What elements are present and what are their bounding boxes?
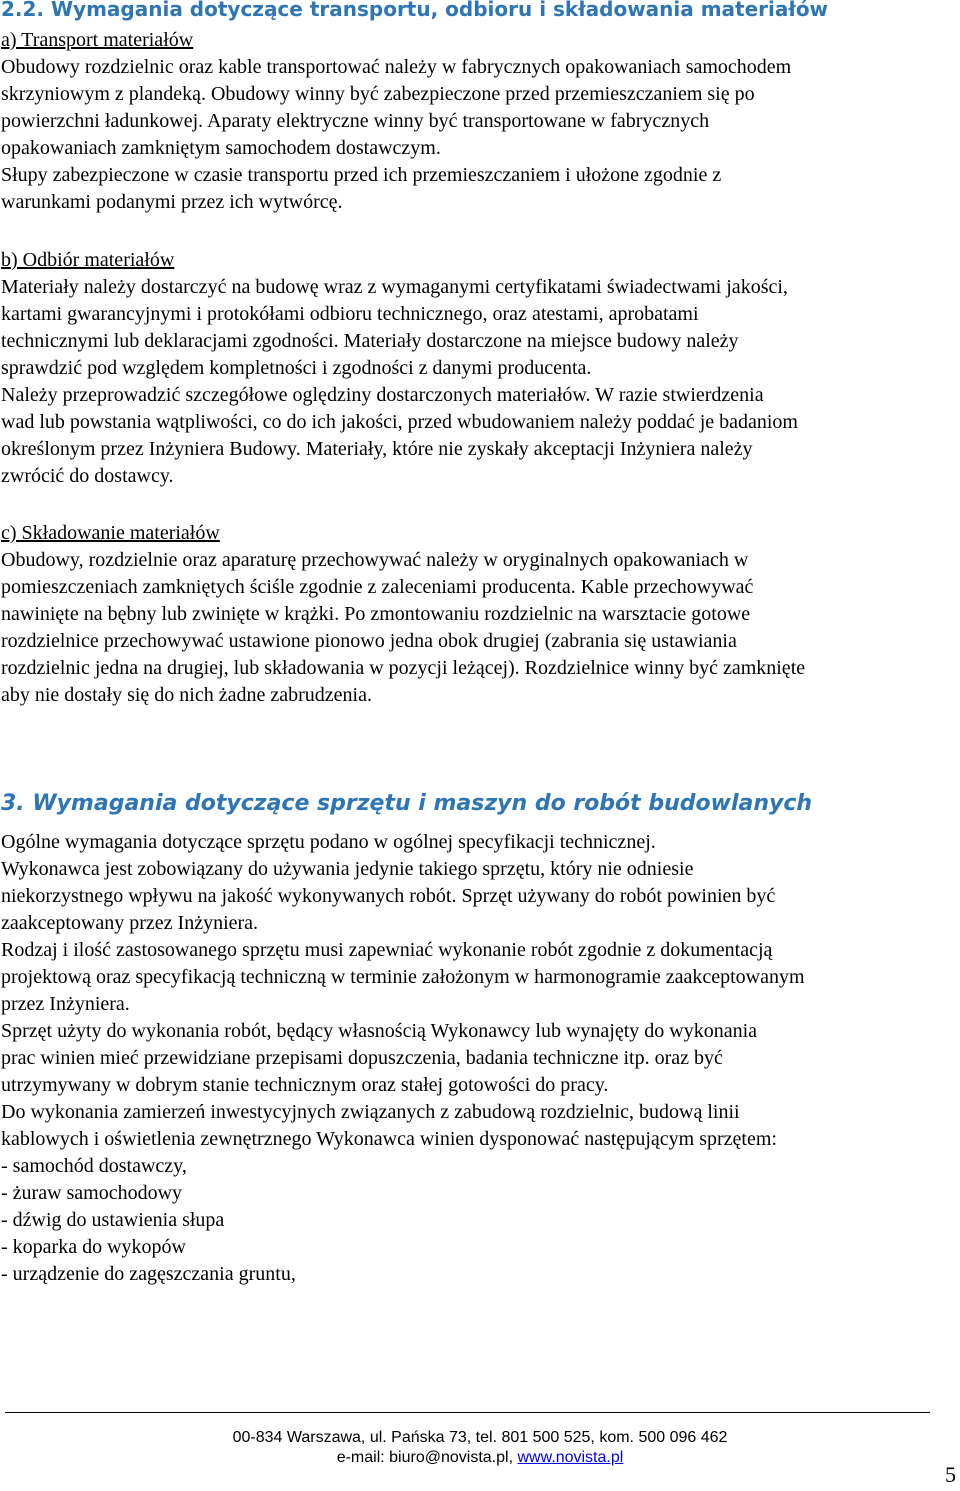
paragraph-line: Obudowy, rozdzielnie oraz aparaturę przechowywać należy w oryginalnych opakowaniach w <box>1 549 749 571</box>
paragraph-line: niekorzystnego wpływu na jakość wykonywanych robót. Sprzęt używany do robót powinien być <box>1 885 776 907</box>
section-3-heading: 3. Wymagania dotyczące sprzętu i maszyn do robót budowlanych <box>1 791 813 816</box>
storage-subheading: c) Składowanie materiałów <box>1 522 220 544</box>
paragraph-line: aby nie dostały się do nich żadne zabrudzenia. <box>1 684 372 706</box>
paragraph-line: Wykonawca jest zobowiązany do używania jedynie takiego sprzętu, który nie odniesie <box>1 858 694 880</box>
receipt-subheading: b) Odbiór materiałów <box>1 249 175 271</box>
paragraph-line: kartami gwarancyjnymi i protokółami odbioru technicznego, oraz atestami, aprobatami <box>1 303 699 325</box>
list-item: - żuraw samochodowy <box>1 1182 183 1204</box>
paragraph-line: utrzymywany w dobrym stanie technicznym oraz stałej gotowości do pracy. <box>1 1074 609 1096</box>
list-item: - urządzenie do zagęszczania gruntu, <box>1 1263 296 1285</box>
footer-website-link[interactable]: www.novista.pl <box>517 1449 624 1466</box>
footer-email: e-mail: biuro@novista.pl, <box>336 1449 518 1466</box>
paragraph-line: kablowych i oświetlenia zewnętrznego Wykonawca winien dysponować następującym sprzętem: <box>1 1128 777 1150</box>
page-number: 5 <box>945 1462 956 1487</box>
paragraph-line: nawinięte na bębny lub zwinięte w krążki. Po zmontowaniu rozdzielnic na warsztacie gotowe <box>1 603 751 625</box>
equipment-section <box>1 829 956 1288</box>
list-item: - samochód dostawczy, <box>1 1155 187 1177</box>
paragraph-line: rozdzielnic jedna na drugiej, lub składowania w pozycji leżącej). Rozdzielnice winny być zamknięte <box>1 657 806 679</box>
paragraph-line: skrzyniowym z plandeką. Obudowy winny być zabezpieczone przed przemieszczaniem się po <box>1 83 755 105</box>
paragraph-line: zaakceptowany przez Inżyniera. <box>1 912 259 934</box>
transport-section <box>1 27 956 216</box>
paragraph-line: sprawdzić pod względem kompletności i zgodności z danymi producenta. <box>1 357 592 379</box>
paragraph-line: Obudowy rozdzielnic oraz kable transportować należy w fabrycznych opakowaniach samochodem <box>1 56 792 78</box>
footer-address: 00-834 Warszawa, ul. Pańska 73, tel. 801 500 525, kom. 500 096 462 <box>232 1429 728 1446</box>
paragraph-line: rozdzielnice przechowywać ustawione pionowo jedna obok drugiej (zabrania się ustawiania <box>1 630 737 652</box>
paragraph-line: Materiały należy dostarczyć na budowę wraz z wymaganymi certyfikatami świadectwami jakości, <box>1 276 788 298</box>
paragraph-line: wad lub powstania wątpliwości, co do ich jakości, przed wbudowaniem należy poddać je badaniom <box>1 411 798 433</box>
paragraph-line: technicznymi lub deklaracjami zgodności. Materiały dostarczone na miejsce budowy należy <box>1 330 739 352</box>
list-item: - koparka do wykopów <box>1 1236 186 1258</box>
paragraph-line: projektową oraz specyfikacją techniczną w terminie założonym w harmonogramie zaakceptowanym <box>1 966 805 988</box>
paragraph-line: Rodzaj i ilość zastosowanego sprzętu musi zapewniać wykonanie robót zgodnie z dokumentacją <box>1 939 773 961</box>
section-2-2-heading: 2.2. Wymagania dotyczące transportu, odbioru i składowania materiałów <box>1 0 829 21</box>
paragraph-line: Ogólne wymagania dotyczące sprzętu podano w ogólnej specyfikacji technicznej. <box>1 831 656 853</box>
paragraph-line: określonym przez Inżyniera Budowy. Materiały, które nie zyskały akceptacji Inżyniera należy <box>1 438 753 460</box>
footer-contact <box>0 1448 960 1468</box>
list-item: - dźwig do ustawienia słupa <box>1 1209 225 1231</box>
storage-section <box>1 520 956 709</box>
paragraph-line: Sprzęt użyty do wykonania robót, będący własnością Wykonawcy lub wynajęty do wykonania <box>1 1020 758 1042</box>
paragraph-line: pomieszczeniach zamkniętych ściśle zgodnie z zaleceniami producenta. Kable przechowywać <box>1 576 754 598</box>
paragraph-line: przez Inżyniera. <box>1 993 130 1015</box>
paragraph-line: powierzchni ładunkowej. Aparaty elektryczne winny być transportowane w fabrycznych <box>1 110 710 132</box>
paragraph-line: Należy przeprowadzić szczegółowe oględziny dostarczonych materiałów. W razie stwierdzenia <box>1 384 764 406</box>
paragraph-line: opakowaniach zamkniętym samochodem dostawczym. <box>1 137 441 159</box>
receipt-section <box>1 247 956 490</box>
transport-subheading: a) Transport materiałów <box>1 29 194 51</box>
paragraph-line: zwrócić do dostawcy. <box>1 465 174 487</box>
footer-divider <box>5 1412 930 1413</box>
paragraph-line: Słupy zabezpieczone w czasie transportu przed ich przemieszczaniem i ułożone zgodnie z <box>1 164 722 186</box>
paragraph-line: warunkami podanymi przez ich wytwórcę. <box>1 191 343 213</box>
paragraph-line: Do wykonania zamierzeń inwestycyjnych związanych z zabudową rozdzielnic, budową linii <box>1 1101 740 1123</box>
paragraph-line: prac winien mieć przewidziane przepisami dopuszczenia, badania techniczne itp. oraz być <box>1 1047 723 1069</box>
